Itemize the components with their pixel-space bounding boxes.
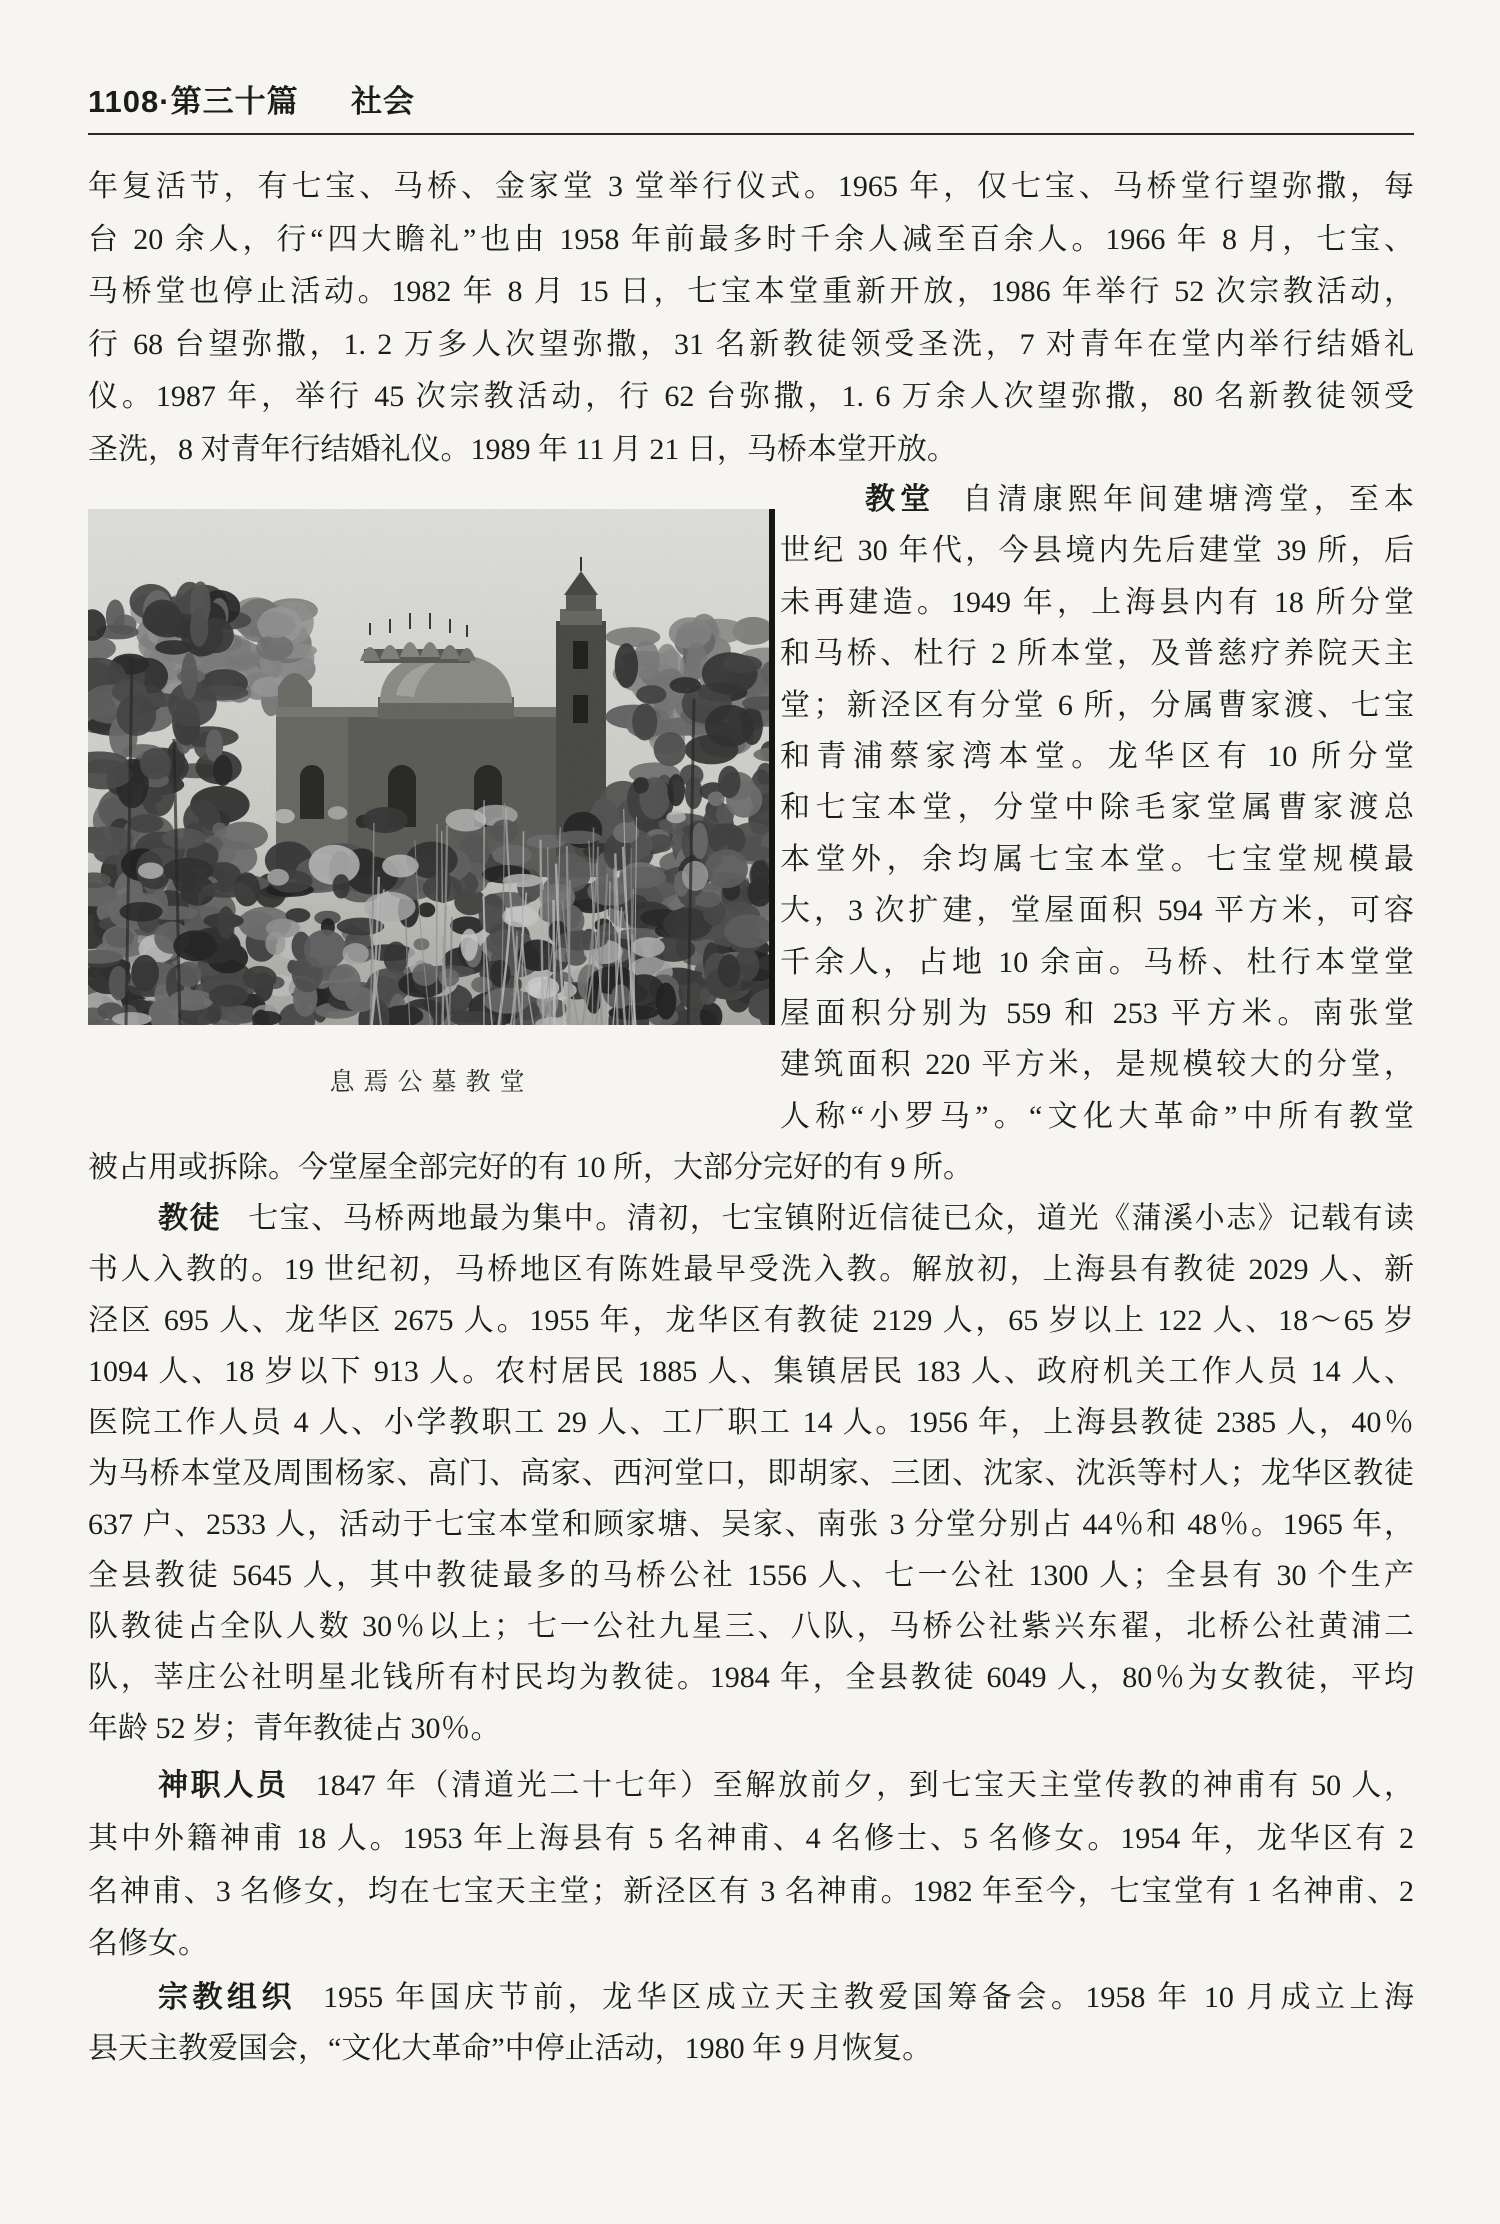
photo-caption: 息焉公墓教堂 [329, 1067, 534, 1096]
foliage-blob [105, 927, 134, 948]
foliage-blob [190, 608, 208, 646]
body-line: 年复活节，有七宝、马桥、金家堂 3 堂举行仪式。1965 年，仅七宝、马桥堂行望弥撒，每 [88, 170, 1414, 203]
foliage-blob [682, 861, 708, 891]
foliage-blob [418, 903, 435, 918]
body-line: 圣洗，8 对青年行结婚礼仪。1989 年 11 月 21 日，马桥本堂开放。 [88, 433, 957, 466]
foliage-blob [267, 869, 289, 886]
grass-stalk [554, 900, 555, 1025]
foliage-blob [502, 906, 538, 928]
foliage-blob [309, 845, 360, 885]
running-header-part: 1108·第三十篇 [88, 84, 299, 119]
foliage-blob [461, 929, 478, 961]
body-line: 屋面积分别为 559 和 253 平方米。南张堂 [780, 997, 1414, 1030]
section-first-line [780, 474, 1414, 526]
foliage-blob [209, 985, 249, 1007]
foliage-blob [265, 932, 285, 955]
body-line: 未再建造。1949 年，上海县内有 18 所分堂 [780, 586, 1414, 619]
foliage-blob [129, 814, 164, 833]
body-line: 被占用或拆除。今堂屋全部完好的有 10 所，大部分完好的有 9 所。 [88, 1151, 973, 1184]
church-photo [88, 509, 775, 1025]
foliage-blob [666, 811, 686, 823]
foliage-blob [181, 653, 197, 700]
body-text: 1955 年国庆节前，龙华区成立天主教爱国筹备会。1958 年 10 月成立上海 [323, 1981, 1415, 2014]
section-heading: 神职人员 [158, 1769, 289, 1802]
foliage-blob [144, 600, 182, 635]
foliage-blob [274, 809, 295, 823]
body-line: 泾区 695 人、龙华区 2675 人。1955 年，龙华区有教徒 2129 人，65 岁以上 122 人、18～65 岁 [88, 1304, 1414, 1337]
body-line: 行 68 台望弥撒，1. 2 万多人次望弥撒，31 名新教徒领受圣洗，7 对青年在堂内举行结婚礼 [88, 328, 1414, 361]
body-line: 和七宝本堂，分堂中除毛家堂属曹家渡总 [780, 791, 1414, 824]
foliage-blob [611, 984, 630, 1008]
body-line: 年龄 52 岁；青年教徒占 30％。 [88, 1712, 501, 1745]
body-line: 637 户、2533 人，活动于七宝本堂和顾家塘、吴家、南张 3 分堂分别占 44％和 48％。1965 年， [88, 1508, 1414, 1541]
foliage-blob [615, 643, 638, 688]
body-line: 1094 人、18 岁以下 913 人。农村居民 1885 人、集镇居民 183 人、政府机关工作人员 14 人、 [88, 1355, 1414, 1388]
church-photo-image [88, 509, 775, 1025]
body-line: 和马桥、杜行 2 所本堂，及普慈疗养院天主 [780, 637, 1414, 670]
foliage-blob [724, 914, 773, 948]
body-text: 七宝、马桥两地最为集中。清初，七宝镇附近信徒已众，道光《蒲溪小志》记载有读 [248, 1202, 1415, 1235]
foliage-blob [218, 906, 235, 939]
foliage-blob [131, 955, 159, 992]
running-header-chapter: 社会 [351, 84, 415, 119]
body-line: 队教徒占全队人数 30％以上；七一公社九星三、八队，马桥公社紫兴东翟，北桥公社黄浦二 [88, 1610, 1414, 1643]
foliage-blob [633, 777, 649, 793]
foliage-blob [256, 635, 293, 661]
body-line: 和青浦蔡家湾本堂。龙华区有 10 所分堂 [780, 740, 1414, 773]
foliage-blob [382, 855, 419, 878]
section-heading: 教徒 [158, 1202, 222, 1235]
foliage-blob [120, 902, 163, 922]
body-line: 人称“小罗马”。“文化大革命”中所有教堂 [780, 1100, 1414, 1133]
header-rule [88, 133, 1414, 135]
foliage-blob [747, 878, 772, 907]
body-line: 堂；新泾区有分堂 6 所，分属曹家渡、七宝 [780, 689, 1414, 722]
foliage-blob [654, 732, 686, 766]
body-line: 台 20 余人，行“四大瞻礼”也由 1958 年前最多时千余人减至百余人。1966 年 8 月，七宝、 [88, 223, 1414, 256]
body-line: 队，莘庄公社明星北钱所有村民均为教徒。1984 年，全县教徒 6049 人，80％为女教徒，平均 [88, 1661, 1414, 1694]
body-line: 大，3 次扩建，堂屋面积 594 平方米，可容 [780, 894, 1414, 927]
section-first-line [88, 1972, 1414, 2024]
foliage-blob [705, 705, 754, 747]
foliage-blob [692, 823, 708, 860]
foliage-blob [257, 612, 296, 637]
foliage-blob [243, 966, 277, 990]
foliage-blob [669, 617, 712, 649]
foliage-blob [718, 766, 740, 798]
section-heading: 教堂 [865, 483, 936, 516]
foliage-blob [446, 809, 487, 832]
foliage-blob [333, 874, 350, 898]
foliage-blob [667, 774, 685, 806]
foliage-blob [656, 983, 677, 1020]
body-line: 名修女。 [88, 1927, 208, 1960]
foliage-blob [201, 882, 252, 898]
foliage-blob [613, 822, 639, 843]
foliage-blob [213, 755, 233, 786]
foliage-blob [162, 828, 206, 849]
body-text: 自清康熙年间建塘湾堂，至本 [962, 483, 1415, 516]
body-line: 千余人，占地 10 余亩。马桥、杜行本堂堂 [780, 946, 1414, 979]
body-line: 仪。1987 年，举行 45 次宗教活动，行 62 台弥撒，1. 6 万余人次望弥撒，80 名新教徒领受 [88, 380, 1414, 413]
foliage-blob [116, 694, 156, 736]
body-text: 1847 年（清道光二十七年）至解放前夕，到七宝天主堂传教的神甫有 50 人， [315, 1769, 1415, 1802]
section-heading: 宗教组织 [158, 1981, 297, 2014]
foliage-blob [722, 655, 762, 673]
section-first-line [88, 1760, 1414, 1812]
foliage-blob [438, 969, 459, 987]
section-first-line [88, 1193, 1414, 1245]
body-line: 马桥堂也停止活动。1982 年 8 月 15 日，七宝本堂重新开放，1986 年举行 52 次宗教活动， [88, 275, 1414, 308]
body-line: 全县教徒 5645 人，其中教徒最多的马桥公社 1556 人、七一公社 1300 人；全县有 30 个生产 [88, 1559, 1414, 1592]
foliage-blob [304, 930, 347, 969]
foliage-blob [169, 990, 214, 1011]
foliage-blob [492, 845, 532, 865]
foliage-blob [138, 863, 164, 879]
foliage-blob [342, 943, 368, 964]
photo-edge [769, 509, 775, 1025]
body-line: 县天主教爱国会，“文化大革命”中停止活动，1980 年 9 月恢复。 [88, 2032, 933, 2065]
body-line: 书人入教的。19 世纪初，马桥地区有陈姓最早受洗入教。解放初，上海县有教徒 2029 人、新 [88, 1253, 1414, 1286]
foliage-blob [695, 892, 721, 907]
foliage-blob [220, 822, 268, 850]
body-line: 名神甫、3 名修女，均在七宝天主堂；新泾区有 3 名神甫。1982 年至今，七宝堂有 1 名神甫、2 [88, 1875, 1414, 1908]
foliage-blob [140, 748, 171, 780]
foliage-blob [328, 806, 348, 819]
body-line: 医院工作人员 4 人、小学教职工 29 人、工厂职工 14 人。1956 年，上海县教徒 2385 人，40％ [88, 1406, 1414, 1439]
body-line: 本堂外，余均属七宝本堂。七宝堂规模最 [780, 843, 1414, 876]
grass-stalk [436, 824, 437, 1025]
foliage-blob [252, 1011, 281, 1025]
foliage-blob [631, 937, 665, 957]
foliage-blob [362, 807, 407, 833]
body-line: 世纪 30 年代，今县境内先后建堂 39 所，后 [780, 534, 1414, 567]
foliage-blob [636, 685, 666, 704]
foliage-blob [705, 849, 748, 888]
foliage-blob [670, 677, 702, 693]
body-line: 建筑面积 220 平方米，是规模较大的分堂， [780, 1048, 1414, 1081]
body-line: 其中外籍神甫 18 人。1953 年上海县有 5 名神甫、4 名修士、5 名修女。1954 年，龙华区有 2 [88, 1822, 1414, 1855]
body-line: 为马桥本堂及周围杨家、高门、高家、西河堂口，即胡家、三团、沈家、沈浜等村人；龙华区教徒 [88, 1457, 1414, 1490]
foliage-blob [632, 703, 657, 740]
foliage-blob [718, 954, 740, 987]
